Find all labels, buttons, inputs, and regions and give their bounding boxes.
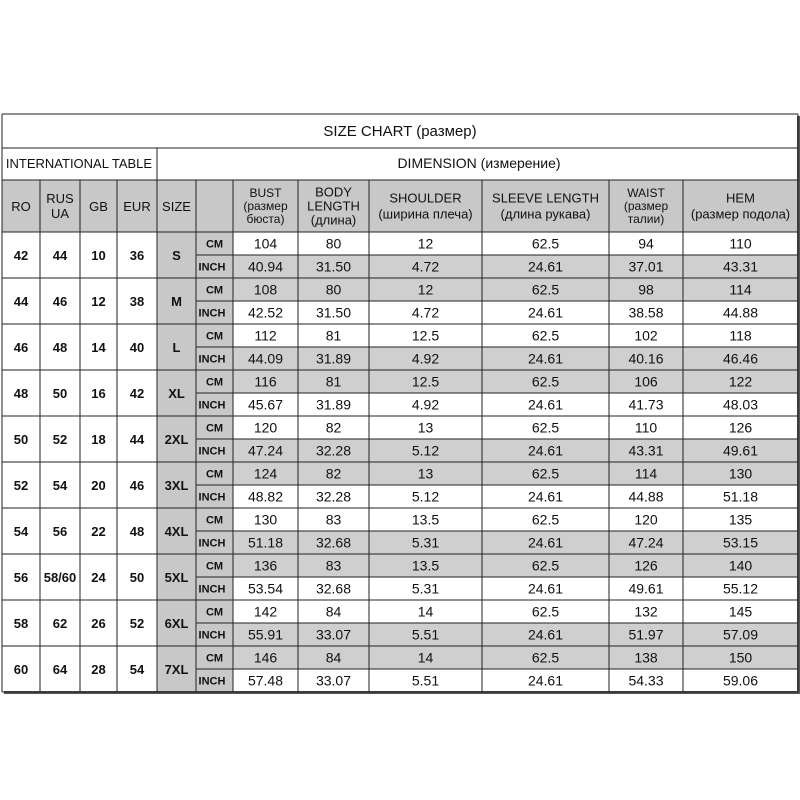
cm-value: 142	[253, 603, 278, 620]
header-ro: RO	[11, 199, 31, 214]
cm-value: 122	[728, 373, 753, 390]
size-value: S	[172, 248, 181, 263]
rus-ua-value: 58/60	[43, 570, 77, 585]
inch-value: 4.92	[411, 396, 440, 413]
unit-cm-label: CM	[205, 468, 224, 481]
cm-value: 130	[253, 511, 278, 528]
inch-value: 44.88	[628, 488, 664, 505]
unit-inch-label: INCH	[198, 675, 226, 688]
unit-inch-label: INCH	[198, 491, 226, 504]
unit-inch-label: INCH	[198, 353, 226, 366]
unit-cm-label: CM	[205, 238, 224, 251]
eur-value: 46	[129, 478, 145, 493]
header-size: SIZE	[162, 199, 191, 214]
inch-value: 37.01	[628, 258, 664, 275]
size-value: 6XL	[164, 616, 189, 631]
cm-value: 83	[325, 511, 342, 528]
cm-value: 13.5	[411, 511, 440, 528]
cm-value: 132	[634, 603, 658, 620]
cm-value: 130	[728, 465, 753, 482]
unit-cm-label: CM	[205, 422, 224, 435]
header-body-length: LENGTH	[307, 198, 360, 214]
cm-row-fill	[233, 462, 798, 485]
cm-value: 138	[634, 649, 658, 666]
inch-value: 40.94	[247, 258, 284, 275]
cell-fills	[2, 180, 798, 692]
cm-value: 135	[728, 511, 753, 528]
cm-value: 140	[728, 557, 753, 574]
inch-value: 46.46	[722, 350, 759, 367]
gb-value: 26	[91, 616, 106, 631]
unit-inch-label: INCH	[198, 583, 226, 596]
ro-value: 52	[13, 478, 29, 493]
unit-cm-label: CM	[205, 514, 224, 527]
cm-value: 62.5	[531, 235, 560, 252]
inch-value: 44.88	[722, 304, 759, 321]
unit-inch-label: INCH	[198, 537, 226, 550]
ro-value: 46	[13, 340, 29, 355]
cm-value: 110	[729, 235, 752, 252]
rus-ua-value: 56	[52, 524, 68, 539]
inch-value: 4.92	[411, 350, 440, 367]
unit-inch-label: INCH	[198, 629, 226, 642]
inch-value: 32.28	[315, 488, 352, 505]
cm-value: 81	[325, 327, 342, 344]
size-value: 2XL	[164, 432, 189, 447]
inch-value: 24.61	[527, 580, 564, 597]
header-hem: (размер подола)	[690, 206, 791, 222]
gb-value: 22	[91, 524, 106, 539]
header-waist: (размер	[623, 199, 669, 214]
cm-value: 112	[254, 327, 277, 344]
gb-value: 16	[91, 386, 106, 401]
table-title: SIZE CHART (размер)	[323, 123, 477, 140]
cm-value: 13	[417, 419, 434, 436]
rus-ua-value: 46	[52, 294, 68, 309]
inch-value: 48.82	[247, 488, 284, 505]
inch-value: 32.28	[315, 442, 352, 459]
inch-value: 5.12	[411, 442, 440, 459]
inch-value: 49.61	[628, 580, 664, 597]
rus-ua-value: 62	[52, 616, 68, 631]
cm-row-fill	[233, 232, 798, 255]
cm-value: 62.5	[531, 557, 560, 574]
eur-value: 36	[129, 248, 145, 263]
inch-value: 24.61	[527, 442, 564, 459]
inch-value: 31.50	[315, 304, 352, 321]
unit-inch-label: INCH	[198, 261, 226, 274]
size-value: 4XL	[164, 524, 189, 539]
inch-value: 57.48	[247, 672, 284, 689]
inch-value: 54.33	[628, 672, 664, 689]
ro-value: 48	[13, 386, 29, 401]
inch-value: 5.12	[411, 488, 440, 505]
inch-value: 32.68	[315, 534, 352, 551]
header-sleeve-length: (длина рукава)	[500, 206, 591, 222]
unit-cm-label: CM	[205, 376, 224, 389]
ro-value: 44	[13, 294, 29, 309]
cm-value: 12.5	[411, 327, 440, 344]
cm-value: 83	[325, 557, 342, 574]
rus-ua-value: 50	[52, 386, 68, 401]
cm-value: 80	[325, 281, 342, 298]
unit-cm-label: CM	[205, 330, 224, 343]
cm-row-fill	[233, 600, 798, 623]
size-value: 7XL	[164, 662, 189, 677]
size-value: 3XL	[164, 478, 189, 493]
cm-value: 150	[728, 649, 753, 666]
cm-row-fill	[233, 370, 798, 393]
inch-value: 48.03	[722, 396, 759, 413]
cm-value: 12.5	[411, 373, 440, 390]
header-eur: EUR	[123, 199, 151, 214]
cm-row-fill	[233, 554, 798, 577]
inch-value: 55.91	[247, 626, 284, 643]
eur-value: 40	[129, 340, 145, 355]
ro-value: 42	[13, 248, 29, 263]
cm-value: 98	[638, 281, 654, 298]
inch-value: 40.16	[628, 350, 664, 367]
cm-value: 82	[325, 419, 342, 436]
cm-value: 114	[634, 465, 658, 482]
rus-ua-value: 64	[52, 662, 68, 677]
header-bust: бюста)	[246, 212, 285, 227]
inch-value: 49.61	[722, 442, 759, 459]
inch-value: 31.50	[315, 258, 352, 275]
cm-row-fill	[233, 324, 798, 347]
inch-value: 31.89	[315, 396, 352, 413]
inch-value: 24.61	[527, 672, 564, 689]
header-rus-ua: RUS	[46, 191, 74, 207]
cm-value: 124	[253, 465, 278, 482]
size-value: L	[172, 340, 181, 355]
cm-value: 62.5	[531, 327, 560, 344]
cm-value: 62.5	[531, 465, 560, 482]
inch-value: 4.72	[411, 304, 440, 321]
eur-value: 38	[129, 294, 145, 309]
cm-row-fill	[233, 646, 798, 669]
cm-value: 104	[253, 235, 278, 252]
header-sleeve-length: SLEEVE LENGTH	[492, 190, 599, 206]
gb-value: 24	[91, 570, 106, 585]
unit-cm-label: CM	[205, 606, 224, 619]
header-waist: WAIST	[627, 186, 665, 201]
inch-value: 38.58	[628, 304, 664, 321]
inch-value: 41.73	[628, 396, 664, 413]
inch-value: 59.06	[722, 672, 759, 689]
rus-ua-value: 52	[52, 432, 68, 447]
cm-value: 14	[417, 603, 434, 620]
inch-value: 43.31	[722, 258, 759, 275]
inch-value: 47.24	[628, 534, 664, 551]
inch-value: 57.09	[722, 626, 759, 643]
unit-inch-label: INCH	[198, 445, 226, 458]
header-body-length: (длина)	[310, 212, 357, 228]
inch-value: 24.61	[527, 350, 564, 367]
cm-value: 62.5	[531, 281, 560, 298]
cm-value: 108	[253, 281, 278, 298]
cm-value: 13.5	[411, 557, 440, 574]
inch-value: 31.89	[315, 350, 352, 367]
inch-value: 55.12	[722, 580, 759, 597]
gb-value: 18	[91, 432, 106, 447]
unit-cm-label: CM	[205, 652, 224, 665]
header-shoulder: SHOULDER	[389, 190, 462, 206]
cm-row-fill	[233, 508, 798, 531]
inch-value: 43.31	[628, 442, 664, 459]
cm-value: 106	[634, 373, 658, 390]
cm-value: 14	[417, 649, 434, 666]
rus-ua-value: 54	[52, 478, 68, 493]
unit-cm-label: CM	[205, 284, 224, 297]
gb-value: 12	[91, 294, 106, 309]
cm-value: 81	[325, 373, 342, 390]
cm-value: 80	[325, 235, 342, 252]
ro-value: 60	[13, 662, 29, 677]
gb-value: 10	[91, 248, 106, 263]
inch-value: 51.18	[247, 534, 284, 551]
inch-value: 24.61	[527, 534, 564, 551]
cm-value: 62.5	[531, 603, 560, 620]
header-hem: HEM	[726, 190, 755, 206]
cm-value: 62.5	[531, 419, 560, 436]
cm-value: 12	[417, 281, 434, 298]
inch-value: 42.52	[247, 304, 284, 321]
cm-value: 13	[417, 465, 434, 482]
inch-value: 45.67	[247, 396, 284, 413]
cm-value: 62.5	[531, 373, 560, 390]
cm-value: 62.5	[531, 649, 560, 666]
inch-value: 5.51	[411, 626, 440, 643]
dimension-title: DIMENSION (измерение)	[397, 155, 561, 171]
inch-value: 51.97	[628, 626, 664, 643]
inch-value: 47.24	[247, 442, 284, 459]
gb-value: 14	[91, 340, 106, 355]
inch-value: 5.51	[411, 672, 440, 689]
header-rus-ua: UA	[50, 206, 70, 222]
ro-value: 50	[13, 432, 29, 447]
ro-value: 54	[13, 524, 29, 539]
size-value: M	[171, 294, 182, 309]
inch-value: 5.31	[411, 534, 440, 551]
inch-value: 51.18	[722, 488, 759, 505]
cm-row-fill	[233, 416, 798, 439]
international-table-title: INTERNATIONAL TABLE	[5, 156, 153, 171]
inch-value: 24.61	[527, 396, 564, 413]
header-body-length: BODY	[315, 184, 352, 200]
size-value: 5XL	[164, 570, 189, 585]
cm-value: 12	[417, 235, 434, 252]
eur-value: 48	[129, 524, 145, 539]
header-shoulder: (ширина плеча)	[378, 206, 473, 222]
cm-value: 82	[325, 465, 342, 482]
cm-value: 145	[728, 603, 753, 620]
inch-value: 53.15	[722, 534, 759, 551]
cm-value: 146	[253, 649, 278, 666]
cm-value: 120	[253, 419, 278, 436]
ro-value: 56	[13, 570, 29, 585]
cm-value: 94	[638, 235, 654, 252]
inch-value: 33.07	[315, 626, 352, 643]
header-waist: талии)	[627, 212, 665, 227]
rus-ua-value: 44	[52, 248, 68, 263]
inch-value: 5.31	[411, 580, 440, 597]
header-bust: BUST	[249, 186, 282, 201]
header-gb: GB	[89, 199, 108, 214]
inch-value: 24.61	[527, 258, 564, 275]
unit-inch-label: INCH	[198, 399, 226, 412]
cm-value: 116	[254, 373, 277, 390]
cm-value: 120	[634, 511, 658, 528]
size-value: XL	[168, 386, 185, 401]
cm-value: 84	[325, 603, 342, 620]
header-bust: (размер	[243, 199, 288, 214]
unit-inch-label: INCH	[198, 307, 226, 320]
cm-value: 62.5	[531, 511, 560, 528]
rus-ua-value: 48	[52, 340, 68, 355]
eur-value: 50	[129, 570, 145, 585]
cm-value: 118	[729, 327, 752, 344]
inch-value: 32.68	[315, 580, 352, 597]
cm-value: 110	[634, 419, 658, 436]
inch-value: 24.61	[527, 488, 564, 505]
ro-value: 58	[13, 616, 29, 631]
cm-value: 126	[634, 557, 658, 574]
cm-value: 136	[253, 557, 278, 574]
cm-value: 84	[325, 649, 342, 666]
cm-value: 114	[729, 281, 752, 298]
eur-value: 54	[129, 662, 145, 677]
gb-value: 20	[91, 478, 106, 493]
eur-value: 44	[129, 432, 145, 447]
cm-row-fill	[233, 278, 798, 301]
eur-value: 52	[129, 616, 145, 631]
eur-value: 42	[129, 386, 145, 401]
inch-value: 4.72	[411, 258, 440, 275]
cm-value: 126	[728, 419, 753, 436]
cm-value: 102	[634, 327, 658, 344]
inch-value: 53.54	[247, 580, 284, 597]
inch-value: 33.07	[315, 672, 352, 689]
inch-value: 24.61	[527, 626, 564, 643]
unit-cm-label: CM	[205, 560, 224, 573]
gb-value: 28	[91, 662, 106, 677]
inch-value: 44.09	[247, 350, 284, 367]
inch-value: 24.61	[527, 304, 564, 321]
